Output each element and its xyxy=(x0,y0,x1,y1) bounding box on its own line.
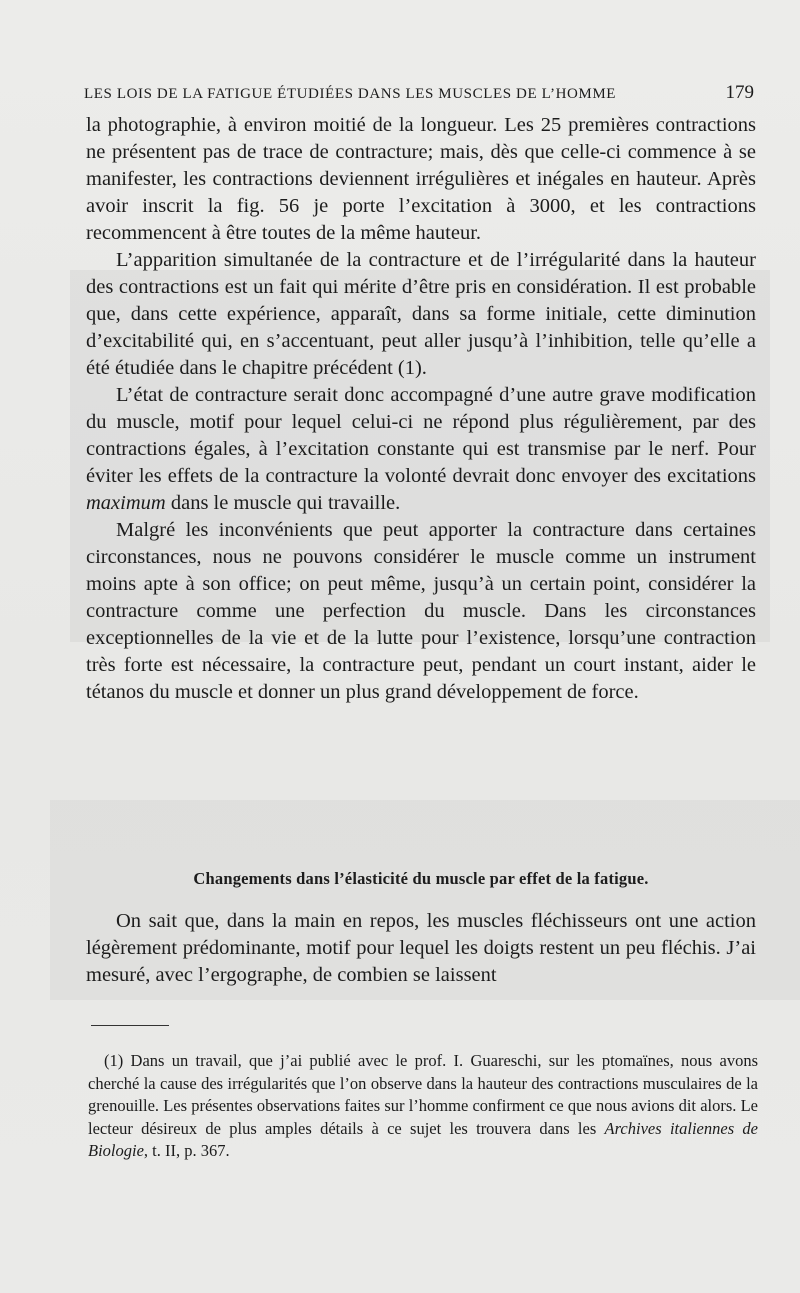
section-paragraph: On sait que, dans la main en repos, les muscles fléchisseurs ont une action légèrement prédominante, motif pour lequel les doigts restent un peu fléchis. J’ai mesuré, avec l’ergographe, de combien se laissent xyxy=(86,910,756,986)
paragraph-1: la photographie, à environ moitié de la longueur. Les 25 premières contractions ne présentent pas de trace de contracture; mais, dès que celle-ci commence à se manifester, les contractions deviennent irrégulières et inégales en hauteur. Après avoir inscrit la fig. 56 je porte l’excitation à 3000, et les contractions recommencent à être toutes de la même hauteur. xyxy=(86,114,756,244)
paragraph-4: Malgré les inconvénients que peut apporter la contracture dans certaines circonstances, nous ne pouvons considérer le muscle comme un instrument moins apte à son office; on peut même, jusqu’à un certain point, considérer la contracture comme une perfection du muscle. Dans les circonstances exceptionnelles de la vie et de la lutte pour l’existence, lorsqu’une contraction très forte est nécessaire, la contracture peut, pendant un court instant, aider le tétanos du muscle et donner un plus grand développement de force. xyxy=(86,519,756,703)
paragraph-3-text-end: dans le muscle qui travaille. xyxy=(165,492,401,514)
footnote-rule xyxy=(91,1025,169,1026)
section-heading: Changements dans l’élasticité du muscle par effet de la fatigue. xyxy=(193,869,649,888)
running-title: LES LOIS DE LA FATIGUE ÉTUDIÉES DANS LES MUSCLES DE L’HOMME xyxy=(84,86,617,102)
paragraph-3-emphasis: maximum xyxy=(86,492,166,514)
footnote-text xyxy=(88,1050,758,1163)
page-number: 179 xyxy=(725,82,754,103)
section-text xyxy=(86,908,756,989)
footnote-text-end: , t. II, p. 367. xyxy=(143,1141,230,1160)
footnote xyxy=(88,1050,758,1163)
main-text xyxy=(86,112,756,706)
running-head xyxy=(84,82,754,104)
footnote-text-start: (1) Dans un travail, que j’ai publié avec le prof. I. Guareschi, sur les ptomaïnes, nous avons cherché la cause des irrégularités que l’on observe dans la hauteur des contractions musculaires de la grenouille. Les présentes observations faites sur l’homme confirment ce que nous avions dit alors. Le lecteur désireux de plus amples détails à ce sujet les trouvera dans les xyxy=(88,1051,758,1138)
paragraph-2: L’apparition simultanée de la contracture et de l’irrégularité dans la hauteur des contractions est un fait qui mérite d’être pris en considération. Il est probable que, dans cette expérience, apparaît, dans sa forme initiale, cette diminution d’excitabilité qui, en s’accentuant, peut aller jusqu’à l’inhibition, telle qu’elle a été étudiée dans le chapitre précédent (1). xyxy=(86,249,756,379)
paragraph-3 xyxy=(86,382,756,517)
footnote-journal-title: Archives italiennes de Biologie xyxy=(88,1118,758,1160)
paragraph-3-text: L’état de contracture serait donc accompagné d’une autre grave modification du muscle, motif pour lequel celui-ci ne répond plus régulièrement, par des contractions égales, à l’excitation constante qui est transmise par le nerf. Pour éviter les effets de la contracture la volonté devrait donc envoyer des excitations xyxy=(86,384,756,487)
